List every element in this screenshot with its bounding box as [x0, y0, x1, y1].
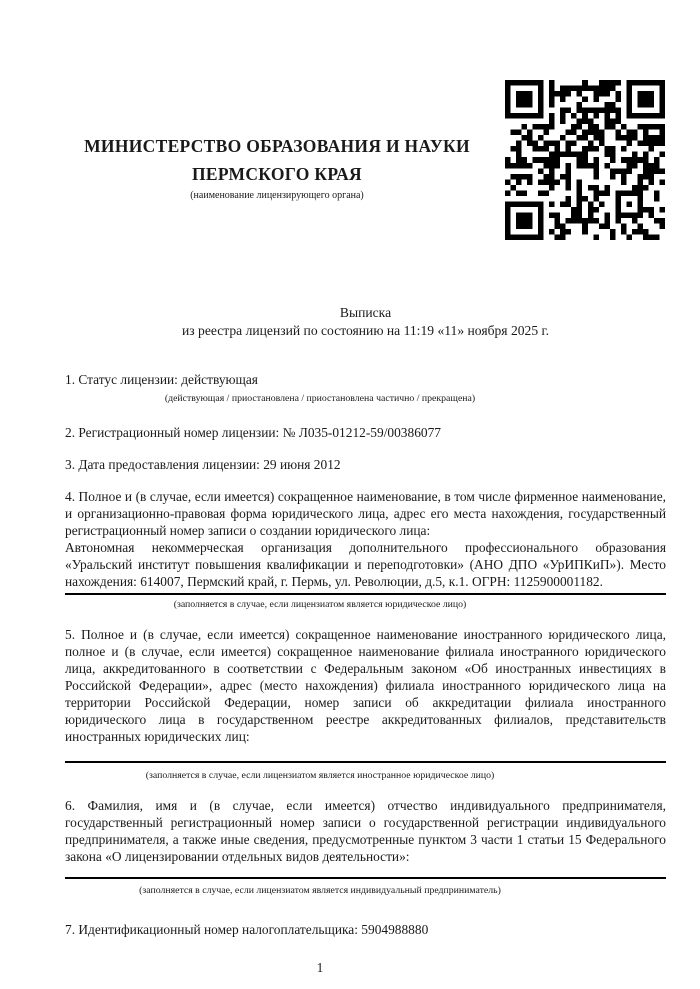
qr-code [505, 78, 665, 242]
fill-in-line-entrepreneur [65, 877, 666, 879]
item-entrepreneur-statement: 6. Фамилия, имя и (в случае, если имеется) отчество индивидуального предпринимателя, государственный регистрационный номер записи о государственной регистрации индивидуального предпринимателя, а также иные сведения, предусмотренные пунктом 3 части 1 статьи 15 Федерального закона «О лицензировании отдельных видов деятельности»: [65, 798, 666, 864]
ministry-name-line1: МИНИСТЕРСТВО ОБРАЗОВАНИЯ И НАУКИ [84, 136, 470, 156]
page-number: 1 [316, 960, 324, 975]
license-status-options-caption: (действующая / приостановлена / приостановлена частично / прекращена) [164, 393, 476, 404]
item-taxpayer-number: 7. Идентификационный номер налогоплательщика: 5904988880 [65, 922, 429, 937]
item-license-status: 1. Статус лицензии: действующая [65, 372, 258, 387]
fill-in-line-foreign-entity [65, 761, 666, 763]
item-foreign-entity-statement: 5. Полное и (в случае, если имеется) сокращенное наименование иностранного юридического лица, полное и (в случае, если имеется) сокращенное наименование филиала иностранного юридического лица, аккредитованного в соответствии с Федеральным законом «Об иностранных инвестициях в Российской Федерации», адрес (место нахождения) филиала иностранного юридического лица на территории Российской Федерации, номер записи об аккредитации филиала иностранного юридического лица в государственном реестре аккредитованных филиалов, представительств иностранных юридических лиц: [65, 627, 666, 744]
document-body [65, 304, 666, 976]
licensing-authority-header [65, 132, 489, 202]
entrepreneur-caption: (заполняется в случае, если лицензиатом является индивидуальный предприниматель) [139, 885, 501, 896]
ministry-name-line2: ПЕРМСКОГО КРАЯ [192, 164, 362, 184]
authority-name-caption: (наименование лицензирующего органа) [190, 190, 364, 201]
item-grant-date: 3. Дата предоставления лицензии: 29 июня 2012 [65, 457, 341, 472]
document-title [65, 304, 666, 340]
item-registration-number: 2. Регистрационный номер лицензии: № Л035-01212-59/00386077 [65, 425, 441, 440]
item-legal-entity-statement: 4. Полное и (в случае, если имеется) сокращенное наименование, в том числе фирменное наименование, и организационно-правовая форма юридического лица, адрес его места нахождения, государственный регистрационный номер записи о создании юридического лица: [65, 489, 666, 538]
foreign-entity-caption: (заполняется в случае, если лицензиатом является иностранное юридическое лицо) [145, 770, 495, 781]
fill-in-line-legal-entity [65, 593, 666, 595]
legal-entity-value: Автономная некоммерческая организация дополнительного профессионального образования «Уральский институт повышения квалификации и переподготовки» (АНО ДПО «УрИПКиП»). Место нахождения: 614007, Пермский край, г. Пермь, ул. Революции, д.5, к.1. ОГРН: 1125900001182. [65, 540, 666, 589]
legal-entity-caption: (заполняется в случае, если лицензиатом является юридическое лицо) [173, 599, 467, 610]
title-line1: Выписка [339, 305, 392, 320]
title-line2: из реестра лицензий по состоянию на 11:19 «11» ноября 2025 г. [181, 323, 549, 338]
